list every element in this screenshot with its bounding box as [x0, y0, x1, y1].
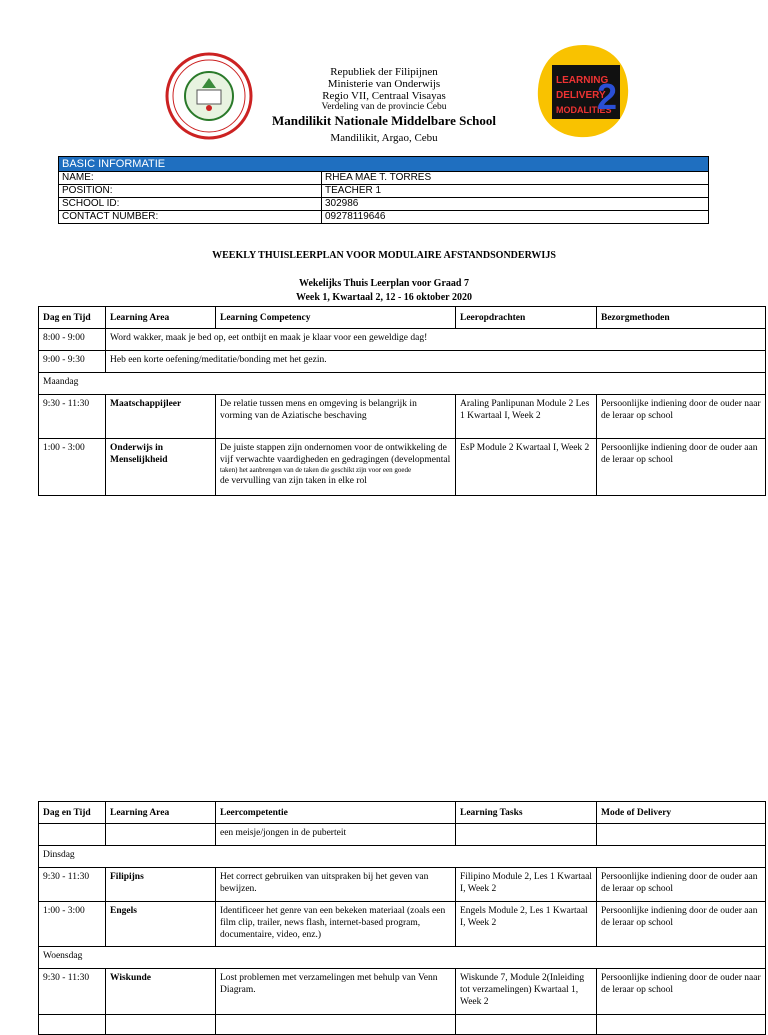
table-row — [39, 351, 766, 373]
delivery-cell: Persoonlijke indiening door de ouder aan de leraar op school — [597, 902, 766, 947]
time-cell: 9:30 - 11:30 — [39, 969, 106, 1015]
col-header-day-time: Dag en Tijd — [39, 307, 106, 329]
time-cell: 9:30 - 11:30 — [39, 395, 106, 439]
weekly-plan-table-1 — [38, 306, 766, 496]
info-label: SCHOOL ID: — [59, 198, 322, 211]
task-cell: EsP Module 2 Kwartaal I, Week 2 — [456, 439, 597, 496]
delivery-cell — [597, 824, 766, 846]
svg-text:2: 2 — [597, 76, 618, 117]
school-name: Mandilikit Nationale Middelbare School — [271, 113, 497, 128]
header-division: Verdeling van de provincie Cebu — [321, 102, 447, 112]
competency-line: de vervulling van zijn taken in elke rol — [220, 476, 367, 486]
task-cell — [456, 824, 597, 846]
info-row — [59, 198, 709, 211]
basic-info-table — [58, 156, 709, 224]
competency-cell: Het correct gebruiken van uitspraken bij het geven van bewijzen. — [216, 868, 456, 902]
day-row — [39, 947, 766, 969]
competency-cell — [216, 1015, 456, 1035]
time-cell — [39, 1015, 106, 1035]
info-value: TEACHER 1 — [322, 185, 709, 198]
delivery-cell: Persoonlijke indiening door de ouder aan de leraar op school — [597, 439, 766, 496]
task-cell: Engels Module 2, Les 1 Kwartaal I, Week 2 — [456, 902, 597, 947]
competency-cell: een meisje/jongen in de puberteit — [216, 824, 456, 846]
competency-line-small: taken) het aanbrengen van de taken die geschikt zijn voor een goede — [220, 466, 412, 474]
col-header-tasks: Leeropdrachten — [456, 307, 597, 329]
delivery-cell: Persoonlijke indiening door de ouder naar de leraar op school — [597, 969, 766, 1015]
task-cell: Wiskunde 7, Module 2(Inleiding tot verzamelingen) Kwartaal 1, Week 2 — [456, 969, 597, 1015]
info-label: POSITION: — [59, 185, 322, 198]
competency-cell: Identificeer het genre van een bekeken materiaal (zoals een film clip, trailer, news flash, internet-based program, documentaire, video, enz.) — [216, 902, 456, 947]
col-header-tasks: Learning Tasks — [456, 802, 597, 824]
svg-text:DELIVERY: DELIVERY — [556, 90, 606, 101]
info-label: NAME: — [59, 172, 322, 185]
time-cell: 9:30 - 11:30 — [39, 868, 106, 902]
school-address: Mandilikit, Argao, Cebu — [330, 132, 438, 144]
competency-cell: De relatie tussen mens en omgeving is belangrijk in vorming van de Aziatische beschaving — [216, 395, 456, 439]
col-header-delivery: Mode of Delivery — [597, 802, 766, 824]
competency-cell: Lost problemen met verzamelingen met behulp van Venn Diagram. — [216, 969, 456, 1015]
header-country: Republiek der Filipijnen — [330, 66, 438, 78]
info-value: 302986 — [322, 198, 709, 211]
table-row — [39, 824, 766, 846]
info-value: 09278119646 — [322, 211, 709, 224]
time-cell — [39, 824, 106, 846]
time-cell: 1:00 - 3:00 — [39, 902, 106, 947]
learning-area-cell: Filipijns — [106, 868, 216, 902]
header-department: Ministerie van Onderwijs — [327, 78, 441, 90]
day-label: Dinsdag — [39, 846, 766, 868]
plan-subtitle-week: Week 1, Kwartaal 2, 12 - 16 oktober 2020 — [296, 292, 472, 303]
svg-text:LEARNING: LEARNING — [556, 75, 609, 86]
col-header-day-time: Dag en Tijd — [39, 802, 106, 824]
col-header-learning-area: Learning Area — [106, 307, 216, 329]
competency-line: De juiste stappen zijn ondernomen voor de ontwikkeling de vijf verwachte vaardigheden en gedragingen (developmental — [220, 443, 451, 465]
delivery-cell: Persoonlijke indiening door de ouder aan de leraar op school — [597, 868, 766, 902]
info-row — [59, 172, 709, 185]
svg-text:MODALITIES: MODALITIES — [556, 105, 612, 115]
learning-area-cell: Wiskunde — [106, 969, 216, 1015]
weekly-plan-table-2 — [38, 801, 766, 1035]
delivery-cell: Persoonlijke indiening door de ouder naar de leraar op school — [597, 395, 766, 439]
delivery-cell — [597, 1015, 766, 1035]
learning-area-cell: Onderwijs in Menselijkheid — [106, 439, 216, 496]
table-row — [39, 868, 766, 902]
task-cell: Filipino Module 2, Les 1 Kwartaal I, Week 2 — [456, 868, 597, 902]
info-value: RHEA MAE T. TORRES — [322, 172, 709, 185]
plan-subtitle-grade: Wekelijks Thuis Leerplan voor Graad 7 — [299, 278, 469, 289]
time-cell: 9:00 - 9:30 — [39, 351, 106, 373]
table-row — [39, 329, 766, 351]
task-cell — [456, 1015, 597, 1035]
header-region: Regio VII, Centraal Visayas — [322, 90, 446, 102]
activity-cell: Word wakker, maak je bed op, eet ontbijt en maak je klaar voor een geweldige dag! — [106, 329, 766, 351]
col-header-competency: Learning Competency — [216, 307, 456, 329]
learning-area-cell — [106, 824, 216, 846]
activity-cell: Heb een korte oefening/meditatie/bonding met het gezin. — [106, 351, 766, 373]
info-row — [59, 185, 709, 198]
time-cell: 1:00 - 3:00 — [39, 439, 106, 496]
day-label: Maandag — [39, 373, 766, 395]
time-cell: 8:00 - 9:00 — [39, 329, 106, 351]
info-label: CONTACT NUMBER: — [59, 211, 322, 224]
day-row — [39, 846, 766, 868]
competency-cell — [216, 439, 456, 496]
col-header-learning-area: Learning Area — [106, 802, 216, 824]
learning-area-cell: Maatschappijleer — [106, 395, 216, 439]
table-row — [39, 902, 766, 947]
table-row — [39, 395, 766, 439]
table-row — [39, 1015, 766, 1035]
table-row — [39, 969, 766, 1015]
col-header-delivery: Bezorgmethoden — [597, 307, 766, 329]
table-row — [39, 439, 766, 496]
day-row — [39, 373, 766, 395]
col-header-competency: Leercompetentie — [216, 802, 456, 824]
plan-main-title: WEEKLY THUISLEERPLAN VOOR MODULAIRE AFSTANDSONDERWIJS — [212, 250, 556, 261]
task-cell: Araling Panlipunan Module 2 Les 1 Kwartaal I, Week 2 — [456, 395, 597, 439]
learning-area-cell: Engels — [106, 902, 216, 947]
day-label: Woensdag — [39, 947, 766, 969]
info-row — [59, 211, 709, 224]
learning-area-cell — [106, 1015, 216, 1035]
basic-info-heading: BASIC INFORMATIE — [59, 157, 709, 172]
